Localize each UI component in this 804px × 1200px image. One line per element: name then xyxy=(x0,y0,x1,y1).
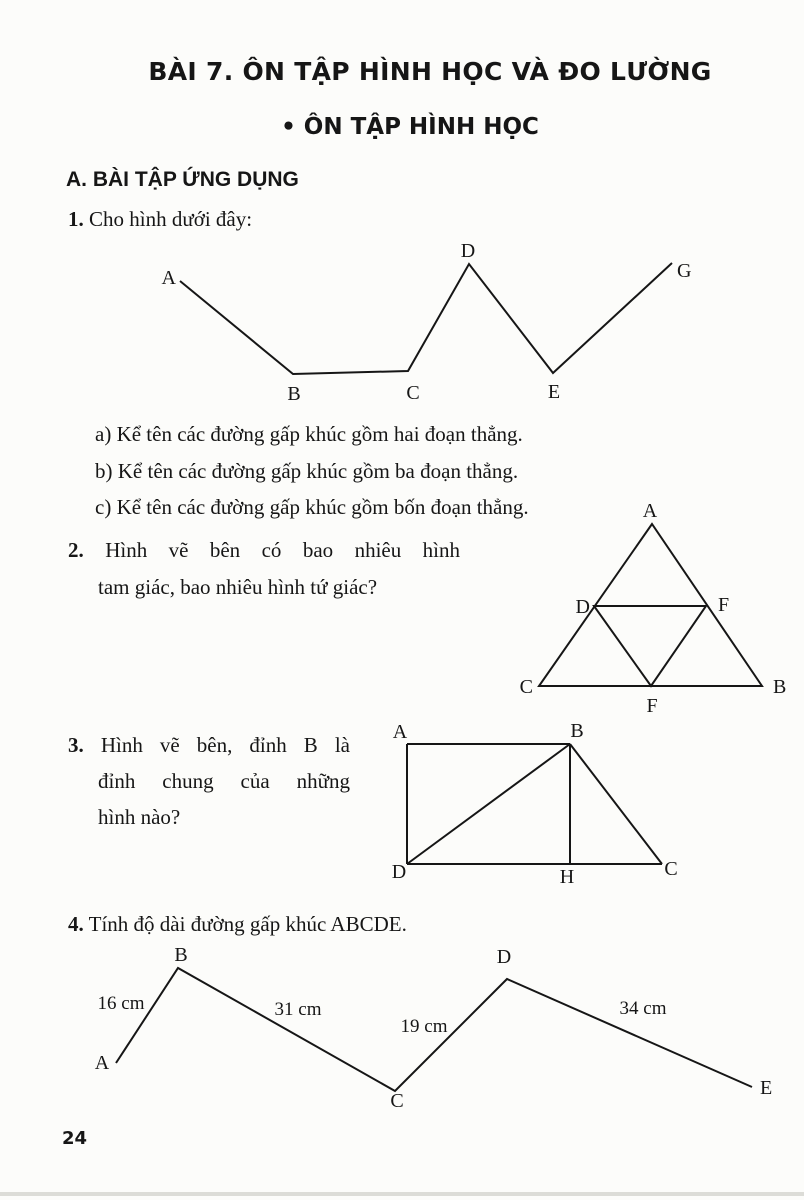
exercise-1-question-a: a) Kể tên các đường gấp khúc gồm hai đoạn thẳng. xyxy=(95,422,523,446)
lesson-title: BÀI 7. ÔN TẬP HÌNH HỌC VÀ ĐO LƯỜNG xyxy=(148,57,712,86)
figure-2-label-d: D xyxy=(575,596,590,618)
exercise-2-line-1-text: Hình vẽ bên có bao nhiêu hình xyxy=(105,538,461,562)
figure-3-label-c: C xyxy=(664,858,678,880)
figure-2-inner-triangle xyxy=(594,606,706,686)
figure-4-label-b: B xyxy=(174,944,188,966)
exercise-1-prompt-text: Cho hình dưới đây: xyxy=(89,207,253,231)
exercise-4-prompt-text: Tính độ dài đường gấp khúc ABCDE. xyxy=(88,912,407,936)
figure-1-label-a: A xyxy=(161,267,176,289)
figure-4-label-a: A xyxy=(94,1052,110,1074)
figure-1-label-c: C xyxy=(406,382,420,404)
figure-4-label-c: C xyxy=(390,1090,404,1112)
figure-4-label-d: D xyxy=(496,946,512,968)
figure-4-length-ab: 16 cm xyxy=(97,993,145,1014)
figure-3-label-h: H xyxy=(559,866,575,888)
figure-4-broken-line-abcde xyxy=(95,944,772,1112)
figure-1-polyline xyxy=(180,263,672,374)
figure-1-label-e: E xyxy=(547,381,561,403)
section-a-heading: A. BÀI TẬP ỨNG DỤNG xyxy=(66,168,299,191)
exercise-1-question-b: b) Kể tên các đường gấp khúc gồm ba đoạn thẳng. xyxy=(95,459,519,483)
exercise-3-line-1-text: Hình vẽ bên, đỉnh B là xyxy=(100,733,351,757)
figure-3-rectangle xyxy=(407,744,662,864)
exercise-3-line-2: đỉnh chung của những xyxy=(98,769,350,793)
figure-4-length-de: 34 cm xyxy=(619,998,667,1019)
figure-4-label-e: E xyxy=(760,1077,773,1099)
exercise-4-number: 4. xyxy=(68,912,84,936)
figure-2-label-b: B xyxy=(773,676,787,698)
figure-1-label-g: G xyxy=(677,260,692,282)
figure-1-label-b: B xyxy=(287,383,301,405)
figure-4-length-cd: 19 cm xyxy=(400,1016,448,1037)
figure-1-broken-line-abcdeg xyxy=(162,240,692,405)
figure-2-triangle xyxy=(520,500,787,717)
exercise-3-line-3: hình nào? xyxy=(98,805,181,829)
figure-3-diagonals xyxy=(407,744,662,864)
figure-4-length-bc: 31 cm xyxy=(274,999,322,1020)
figure-2-label-f-bottom: F xyxy=(646,695,658,717)
figure-3-label-a: A xyxy=(392,721,408,743)
figure-2-label-f-right: F xyxy=(718,594,730,616)
figure-3-rectangle-triangle xyxy=(392,720,678,888)
figure-3-label-b: B xyxy=(570,720,584,742)
figure-1-label-d: D xyxy=(460,240,476,262)
page-number: 24 xyxy=(62,1128,88,1149)
exercise-3-number: 3. xyxy=(68,733,84,757)
exercise-1-question-c: c) Kể tên các đường gấp khúc gồm bốn đoạn thẳng. xyxy=(95,495,529,519)
figure-3-label-d: D xyxy=(391,861,407,883)
figure-2-label-c: C xyxy=(519,676,533,698)
exercise-2-number: 2. xyxy=(68,538,84,562)
figure-2-label-a: A xyxy=(642,500,658,522)
exercise-2-line-2: tam giác, bao nhiêu hình tứ giác? xyxy=(98,575,378,599)
section-subtitle: • ÔN TẬP HÌNH HỌC xyxy=(281,114,539,140)
exercise-1-number: 1. xyxy=(68,207,84,231)
